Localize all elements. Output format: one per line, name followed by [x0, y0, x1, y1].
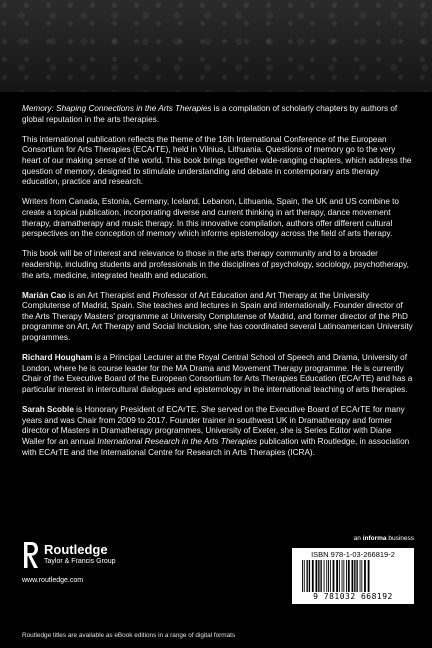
- publisher-row: [22, 535, 414, 612]
- isbn-label: ISBN 978-1-03-266819-2: [311, 550, 395, 559]
- book-title: Memory: Shaping Connections in the Arts Therapies: [22, 104, 212, 113]
- informa-suffix: business: [386, 535, 414, 542]
- author-bio-text: publication with Routledge, in association with ECArTE and the International Centre for Research in Arts Therapies (ICRA).: [22, 437, 410, 457]
- informa-business-tag: [354, 535, 414, 542]
- barcode-digits: 9 781032 668192: [313, 592, 393, 601]
- blurb-paragraph-1: [22, 104, 414, 125]
- author-name: Marián Cao: [22, 290, 67, 300]
- publisher-brand: [44, 543, 116, 566]
- series-title: International Research in the Arts Therapies: [97, 437, 258, 446]
- author-bio-text: is a Principal Lecturer at the Royal Central School of Speech and Drama, University of London, where he is course leader for the MA Drama and Movement Therapy programme. He is currently Chair of the Executive Board of the European Consortium for Arts Therapies Education (ECArTE) and has a particular interest in intercultural dialogues and epistemology in the international teaching of arts therapies.: [22, 353, 413, 395]
- author-name: Richard Hougham: [22, 353, 93, 363]
- author-bio-text: is Honorary President of ECArTE. She served on the Executive Board of ECArTE for many years and was Chair from 2009 to 2017. Founder trainer in southwest UK in Dramatherapy and former director of Masters in Dramatherapy programmes, University of Exeter, she is Series Editor with Diane Waller for an annual: [22, 405, 405, 446]
- routledge-r-logo-icon: [22, 540, 40, 570]
- informa-prefix: an: [353, 535, 363, 542]
- barcode-icon: [300, 560, 406, 592]
- back-cover-text: [22, 104, 414, 468]
- publisher-name: Routledge: [44, 542, 108, 557]
- author-name: Sarah Scoble: [22, 405, 74, 415]
- informa-word: informa: [362, 535, 387, 542]
- blurb-p1-text: is a compilation of scholarly chapters by authors of global reputation in the arts therapies.: [22, 104, 398, 124]
- publisher-url[interactable]: www.routledge.com: [22, 577, 84, 584]
- publisher-group: Taylor & Francis Group: [44, 558, 116, 565]
- author-bio-1: [22, 291, 414, 344]
- author-bio-3: [22, 405, 414, 458]
- blurb-paragraph-4: This book will be of interest and relevance to those in the arts therapy community and to a broader readership, including students and professionals in the disciplines of psychology, sociology, psychotherapy, the arts, medicine, integrated health and education.: [22, 249, 409, 280]
- barcode-box: [292, 548, 414, 604]
- ebook-footnote: Routledge titles are available as eBook editions in a range of digital formats: [22, 632, 236, 639]
- author-bio-2: [22, 353, 414, 395]
- cover-pattern-band: [0, 0, 432, 92]
- blurb-paragraph-2: This international publication reflects the theme of the 16th International Conference of the European Consortium for Arts Therapies (ECArTE), held in Vilnius, Lithuania. Questions of memory go to the very heart of our making sense of the world. This book brings together wide-ranging chapters, which address the question of memory, designed to stimulate understanding and debate in contemporary arts therapy education, practice and research.: [22, 134, 412, 187]
- blurb-paragraph-3: Writers from Canada, Estonia, Germany, Iceland, Lebanon, Lithuania, Spain, the UK and US combine to create a topical publication, incorporating diverse and current thinking in art therapy, dance movement therapy, dramatherapy and music therapy. In this innovative compilation, authors offer different cultural perspectives on the conception of memory which informs epistemology across the field of arts therapy.: [22, 197, 399, 239]
- author-bio-text: is an Art Therapist and Professor of Art Education and Art Therapy at the University Complutense of Madrid, Spain. She teaches and lectures in Spain and internationally. Founder director of the Arts Therapy Masters' programme at University Complutense of Madrid, and former director of the PhD programme on Art, Art Therapy and Social Inclusion, she has coordinated several Latinoamerican University programmes.: [22, 290, 413, 343]
